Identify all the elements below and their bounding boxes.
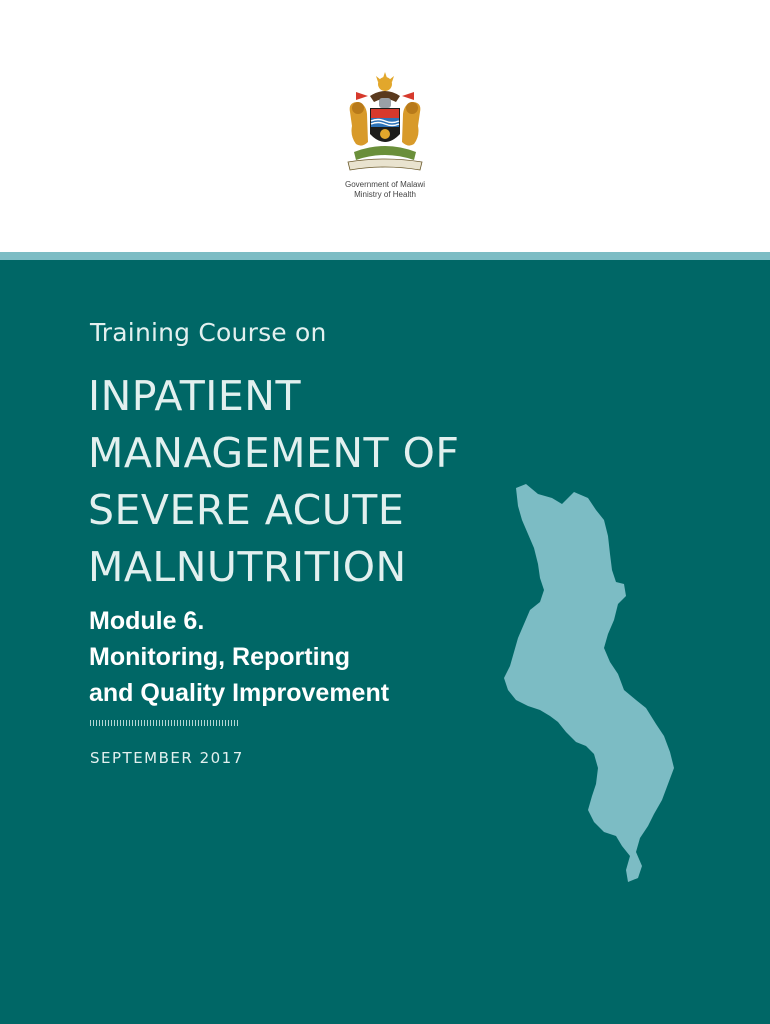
ministry-name: Ministry of Health bbox=[354, 190, 416, 199]
coat-of-arms-icon bbox=[340, 72, 430, 176]
cover-title bbox=[88, 368, 459, 596]
module-subtitle bbox=[89, 603, 389, 711]
government-name: Government of Malawi bbox=[344, 180, 426, 189]
malawi-map-icon bbox=[500, 484, 682, 884]
module-line: Monitoring, Reporting bbox=[89, 643, 351, 671]
accent-stripe bbox=[0, 252, 770, 260]
ministry-label bbox=[300, 180, 470, 200]
title-line: SEVERE ACUTE bbox=[88, 486, 405, 534]
module-line: and Quality Improvement bbox=[89, 679, 390, 707]
publication-date: SEPTEMBER 2017 bbox=[90, 749, 244, 767]
course-kicker: Training Course on bbox=[90, 318, 327, 347]
title-line: MALNUTRITION bbox=[88, 543, 407, 591]
title-line: MANAGEMENT OF bbox=[88, 429, 460, 477]
title-line: INPATIENT bbox=[88, 372, 301, 420]
module-line: Module 6. bbox=[89, 607, 205, 635]
decorative-divider bbox=[90, 720, 240, 726]
header-section bbox=[0, 0, 770, 252]
